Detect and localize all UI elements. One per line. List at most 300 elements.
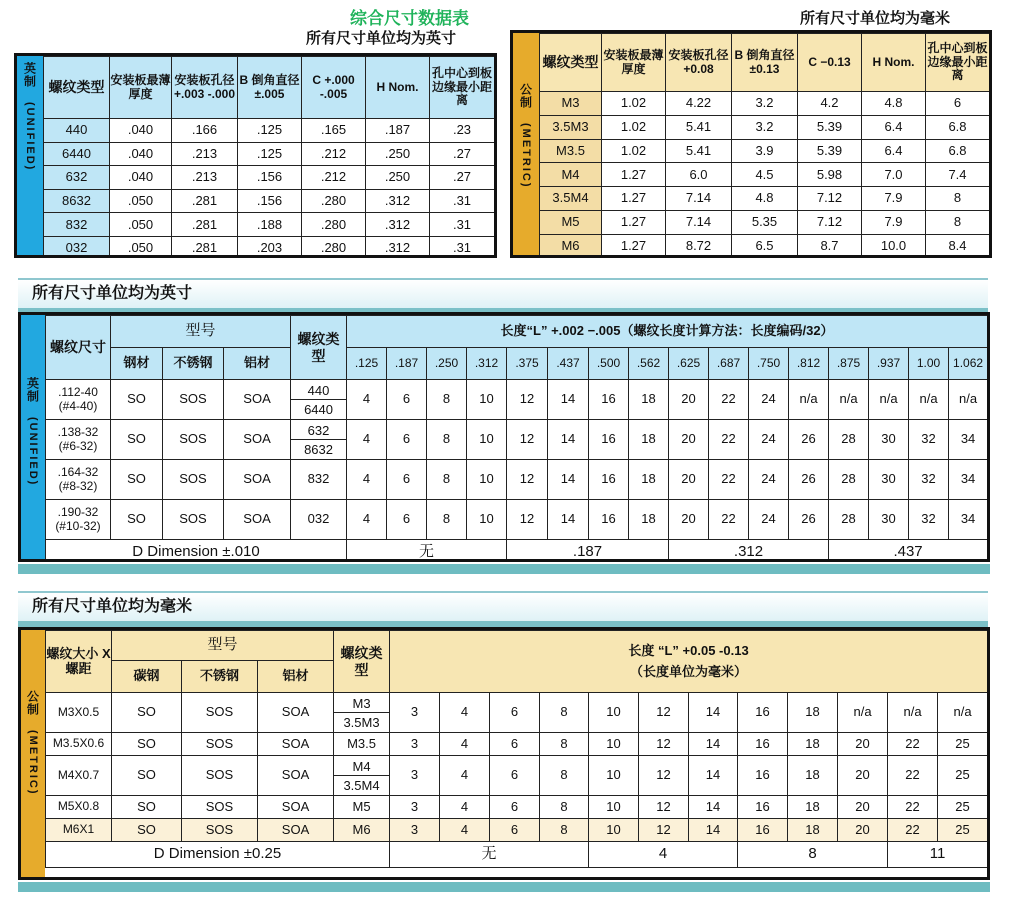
length-value-cell: 30 bbox=[869, 420, 909, 460]
size-text-alt: (#6-32) bbox=[58, 438, 98, 453]
table-cell: .281 bbox=[172, 189, 238, 213]
length-value-cell: 18 bbox=[788, 796, 838, 819]
length-value-cell: 24 bbox=[749, 460, 789, 500]
length-value-cell: 8 bbox=[540, 819, 589, 842]
inch-dimension-table bbox=[14, 53, 497, 258]
length-value-cell: 32 bbox=[909, 460, 949, 500]
d-dimension-value: .437 bbox=[829, 540, 988, 563]
d-dimension-row bbox=[46, 540, 988, 563]
header-cell: C +.000 -.005 bbox=[302, 57, 366, 119]
model-cell: SO bbox=[111, 460, 163, 500]
table-cell: 1.27 bbox=[602, 187, 666, 211]
length-value-cell: 4 bbox=[347, 380, 387, 420]
thread-type-text: M5 bbox=[352, 798, 371, 814]
table-cell: 5.39 bbox=[798, 139, 862, 163]
length-value-cell: 22 bbox=[709, 380, 749, 420]
length-value-cell: 12 bbox=[639, 756, 689, 796]
length-value-cell: 18 bbox=[629, 420, 669, 460]
table-cell: .312 bbox=[366, 213, 430, 237]
length-value-cell: 26 bbox=[789, 460, 829, 500]
page-title: 综合尺寸数据表 bbox=[350, 9, 469, 28]
length-value-cell: 6 bbox=[490, 733, 540, 756]
thread-type-cell bbox=[334, 796, 390, 819]
length-header-cell: .125 bbox=[347, 348, 387, 380]
thread-type-text: M6 bbox=[352, 821, 371, 837]
table-cell: 6.4 bbox=[862, 139, 926, 163]
length-value-cell: 16 bbox=[738, 733, 788, 756]
d-dimension-label: D Dimension ±.010 bbox=[46, 540, 347, 563]
table-cell: M6 bbox=[540, 234, 602, 258]
model-cell: SOS bbox=[163, 420, 224, 460]
length-header-cell: .812 bbox=[789, 348, 829, 380]
length-header-cell: 1.062 bbox=[949, 348, 988, 380]
model-cell: SOA bbox=[224, 380, 291, 420]
table-cell: .27 bbox=[430, 166, 495, 190]
length-value-cell: n/a bbox=[789, 380, 829, 420]
table-cell: .040 bbox=[110, 166, 172, 190]
thread-type-cell bbox=[334, 733, 390, 756]
header-cell: 螺纹尺寸 bbox=[46, 316, 111, 380]
length-value-cell: 8 bbox=[540, 796, 589, 819]
length-value-cell: 6 bbox=[490, 819, 540, 842]
table-cell: 632 bbox=[44, 166, 110, 190]
table-cell: .213 bbox=[172, 142, 238, 166]
length-value-cell: 4 bbox=[347, 460, 387, 500]
length-value-cell: 4 bbox=[440, 796, 490, 819]
model-cell: SOA bbox=[258, 796, 334, 819]
table-cell: 440 bbox=[44, 119, 110, 143]
table-cell: 6.8 bbox=[926, 139, 990, 163]
size-cell bbox=[46, 380, 111, 420]
thread-type-text: 440 bbox=[291, 381, 346, 400]
thread-type-text: 8632 bbox=[304, 441, 333, 457]
length-header-cell: .687 bbox=[709, 348, 749, 380]
thread-type-text: 6440 bbox=[304, 401, 333, 417]
size-text: .112-40 bbox=[58, 385, 98, 400]
length-value-cell: 20 bbox=[669, 460, 709, 500]
length-value-cell: 10 bbox=[467, 420, 507, 460]
table-cell: 7.12 bbox=[798, 210, 862, 234]
inch-section-banner: 所有尺寸单位均为英寸 bbox=[18, 278, 988, 308]
length-value-cell: 14 bbox=[689, 796, 738, 819]
size-text: .190-32 bbox=[57, 505, 99, 520]
length-value-cell: 14 bbox=[548, 460, 589, 500]
table-cell: 4.22 bbox=[666, 92, 732, 116]
side-label-cn: 英制 bbox=[25, 377, 40, 403]
table-subheader-row bbox=[46, 348, 988, 380]
side-label-en: (METRIC) bbox=[27, 730, 39, 796]
mm-units-note: 所有尺寸单位均为毫米 bbox=[800, 10, 951, 27]
length-value-cell: 28 bbox=[829, 460, 869, 500]
length-value-cell: 25 bbox=[938, 756, 988, 796]
length-value-cell: 6 bbox=[387, 420, 427, 460]
length-value-cell: 10 bbox=[589, 796, 639, 819]
metric-length-table bbox=[18, 627, 990, 880]
table-cell: .125 bbox=[238, 142, 302, 166]
length-value-cell: 34 bbox=[949, 460, 988, 500]
length-value-cell: 22 bbox=[888, 733, 938, 756]
model-cell: SO bbox=[111, 420, 163, 460]
size-text: .164-32 bbox=[57, 465, 99, 480]
table-cell: 5.41 bbox=[666, 139, 732, 163]
table-cell: 1.27 bbox=[602, 234, 666, 258]
table-header-row bbox=[44, 57, 495, 119]
length-value-cell: 6 bbox=[387, 460, 427, 500]
table-cell: .188 bbox=[238, 213, 302, 237]
size-text: .138-32 bbox=[57, 425, 99, 440]
header-cell: 型号 bbox=[111, 316, 291, 348]
length-header-line2: （长度单位为毫米） bbox=[630, 663, 748, 679]
length-value-cell: 20 bbox=[669, 420, 709, 460]
length-value-cell: 20 bbox=[669, 500, 709, 540]
table-cell: .166 bbox=[172, 119, 238, 143]
table-cell: 832 bbox=[44, 213, 110, 237]
length-value-cell: 25 bbox=[938, 796, 988, 819]
length-value-cell: 4 bbox=[347, 420, 387, 460]
table-cell: 7.4 bbox=[926, 163, 990, 187]
table-header-row bbox=[46, 631, 988, 661]
model-cell: SOS bbox=[163, 500, 224, 540]
table-cell: 8 bbox=[926, 187, 990, 211]
header-cell: 螺纹类型 bbox=[334, 631, 390, 693]
thread-type-text: M3.5 bbox=[347, 735, 376, 751]
table-row bbox=[44, 189, 495, 213]
header-cell: C −0.13 bbox=[798, 34, 862, 92]
thread-type-cell bbox=[334, 693, 390, 733]
length-value-cell: 32 bbox=[909, 500, 949, 540]
table-cell: .280 bbox=[302, 213, 366, 237]
table-cell: 7.14 bbox=[666, 210, 732, 234]
table-cell: .281 bbox=[172, 213, 238, 237]
table-cell: .125 bbox=[238, 119, 302, 143]
header-cell: H Nom. bbox=[862, 34, 926, 92]
size-cell: M4X0.7 bbox=[46, 756, 112, 796]
length-value-cell: 28 bbox=[829, 500, 869, 540]
length-value-cell: 30 bbox=[869, 460, 909, 500]
d-dimension-value: 11 bbox=[888, 842, 988, 868]
length-value-cell: 8 bbox=[427, 380, 467, 420]
table-cell: 8632 bbox=[44, 189, 110, 213]
length-value-cell: 16 bbox=[589, 460, 629, 500]
length-value-cell: 18 bbox=[788, 733, 838, 756]
model-cell: SOS bbox=[163, 460, 224, 500]
model-cell: SOA bbox=[258, 819, 334, 842]
length-value-cell: 22 bbox=[888, 819, 938, 842]
table-cell: .250 bbox=[366, 142, 430, 166]
model-cell: SOA bbox=[258, 733, 334, 756]
table-row bbox=[46, 380, 988, 420]
length-value-cell: 12 bbox=[639, 733, 689, 756]
thread-type-text: M4 bbox=[334, 757, 389, 776]
table-cell: .187 bbox=[366, 119, 430, 143]
length-value-cell: 10 bbox=[589, 819, 639, 842]
table-row bbox=[46, 500, 988, 540]
table-cell: 7.9 bbox=[862, 187, 926, 211]
d-dimension-value: .187 bbox=[507, 540, 669, 563]
model-cell: SO bbox=[112, 693, 182, 733]
length-value-cell: 10 bbox=[467, 460, 507, 500]
size-cell bbox=[46, 420, 111, 460]
model-cell: SOA bbox=[224, 500, 291, 540]
inch-side-bar bbox=[17, 56, 43, 255]
table-cell: .23 bbox=[430, 119, 495, 143]
model-cell: SO bbox=[112, 733, 182, 756]
length-header-cell: .500 bbox=[589, 348, 629, 380]
length-header-cell: .437 bbox=[548, 348, 589, 380]
model-cell: SO bbox=[112, 756, 182, 796]
table-row bbox=[46, 733, 988, 756]
d-dimension-value: 无 bbox=[390, 842, 589, 868]
metric-section-banner: 所有尺寸单位均为毫米 bbox=[18, 591, 988, 621]
d-dimension-row bbox=[46, 842, 988, 868]
length-value-cell: 16 bbox=[738, 756, 788, 796]
size-cell bbox=[46, 500, 111, 540]
length-value-cell: n/a bbox=[829, 380, 869, 420]
length-value-cell: 20 bbox=[838, 733, 888, 756]
header-cell: 安装板孔径 +0.08 bbox=[666, 34, 732, 92]
table-row bbox=[44, 236, 495, 258]
model-cell: SOS bbox=[182, 796, 258, 819]
length-value-cell: n/a bbox=[938, 693, 988, 733]
table-cell: 7.0 bbox=[862, 163, 926, 187]
table-cell: 6.5 bbox=[732, 234, 798, 258]
model-cell: SOS bbox=[182, 693, 258, 733]
table-row bbox=[46, 756, 988, 796]
side-label-en: (UNIFIED) bbox=[27, 417, 39, 487]
side-label-cn: 公制 bbox=[518, 83, 533, 109]
length-value-cell: 8 bbox=[540, 733, 589, 756]
size-text-alt: (#4-40) bbox=[58, 398, 98, 413]
table-row bbox=[46, 460, 988, 500]
length-value-cell: 14 bbox=[548, 500, 589, 540]
length-value-cell: 28 bbox=[829, 420, 869, 460]
length-value-cell: 20 bbox=[838, 756, 888, 796]
thread-type-cell bbox=[291, 380, 347, 420]
table-cell: .212 bbox=[302, 142, 366, 166]
length-value-cell: 16 bbox=[589, 500, 629, 540]
d-dimension-value: .312 bbox=[669, 540, 829, 563]
length-value-cell: 3 bbox=[390, 756, 440, 796]
table-cell: 5.39 bbox=[798, 115, 862, 139]
length-value-cell: 22 bbox=[888, 796, 938, 819]
header-cell: 安装板孔径 +.003 -.000 bbox=[172, 57, 238, 119]
table-cell: 3.2 bbox=[732, 115, 798, 139]
table-cell: 4.8 bbox=[732, 187, 798, 211]
length-value-cell: 14 bbox=[689, 693, 738, 733]
length-value-cell: 10 bbox=[589, 693, 639, 733]
table-row bbox=[46, 693, 988, 733]
header-cell: 安装板最薄厚度 bbox=[110, 57, 172, 119]
length-value-cell: 6 bbox=[490, 796, 540, 819]
length-value-cell: 6 bbox=[490, 693, 540, 733]
length-value-cell: 8 bbox=[427, 420, 467, 460]
length-value-cell: 34 bbox=[949, 500, 988, 540]
metric-dimension-table bbox=[510, 30, 992, 258]
length-value-cell: 22 bbox=[888, 756, 938, 796]
header-cell: 孔中心到板边缘最小距离 bbox=[926, 34, 990, 92]
length-value-cell: 18 bbox=[788, 756, 838, 796]
model-cell: SO bbox=[112, 819, 182, 842]
table-cell: 7.14 bbox=[666, 187, 732, 211]
length-value-cell: 4 bbox=[440, 819, 490, 842]
length-value-cell: 22 bbox=[709, 420, 749, 460]
table-cell: .165 bbox=[302, 119, 366, 143]
header-cell: H Nom. bbox=[366, 57, 430, 119]
table-cell: 1.02 bbox=[602, 139, 666, 163]
table-row bbox=[46, 819, 988, 842]
thread-type-text: 832 bbox=[307, 471, 330, 487]
header-cell: 碳钢 bbox=[112, 661, 182, 693]
length-value-cell: 25 bbox=[938, 819, 988, 842]
length-value-cell: 10 bbox=[589, 733, 639, 756]
length-value-cell: 8 bbox=[540, 756, 589, 796]
length-header-cell: .187 bbox=[387, 348, 427, 380]
length-value-cell: 8 bbox=[427, 460, 467, 500]
table-cell: .250 bbox=[366, 166, 430, 190]
table-cell: .040 bbox=[110, 119, 172, 143]
table-cell: .050 bbox=[110, 236, 172, 258]
length-value-cell: 12 bbox=[507, 380, 548, 420]
table-cell: 5.98 bbox=[798, 163, 862, 187]
table-row bbox=[44, 213, 495, 237]
length-header-cell: .625 bbox=[669, 348, 709, 380]
table-cell: 1.02 bbox=[602, 115, 666, 139]
length-value-cell: 18 bbox=[629, 500, 669, 540]
header-cell bbox=[390, 631, 988, 693]
d-dimension-value: 8 bbox=[738, 842, 888, 868]
thread-type-text: 3.5M3 bbox=[343, 714, 380, 730]
table-cell: 8.72 bbox=[666, 234, 732, 258]
length-value-cell: 32 bbox=[909, 420, 949, 460]
table-row bbox=[44, 142, 495, 166]
length-value-cell: 12 bbox=[507, 500, 548, 540]
table-cell: .280 bbox=[302, 236, 366, 258]
table-cell: 6 bbox=[926, 92, 990, 116]
thread-type-text: 3.5M4 bbox=[343, 777, 380, 793]
d-dimension-label: D Dimension ±0.25 bbox=[46, 842, 390, 868]
length-value-cell: 6 bbox=[490, 756, 540, 796]
header-cell: B 倒角直径 ±.005 bbox=[238, 57, 302, 119]
header-cell: 铝材 bbox=[224, 348, 291, 380]
d-dimension-value: 4 bbox=[589, 842, 738, 868]
length-value-cell: 6 bbox=[387, 380, 427, 420]
table-header-row bbox=[46, 316, 988, 348]
table-row bbox=[46, 420, 988, 460]
header-cell: B 倒角直径 ±0.13 bbox=[732, 34, 798, 92]
length-value-cell: 26 bbox=[789, 500, 829, 540]
length-value-cell: 4 bbox=[440, 756, 490, 796]
length-value-cell: 18 bbox=[629, 460, 669, 500]
thread-type-cell bbox=[291, 460, 347, 500]
header-cell: 铝材 bbox=[258, 661, 334, 693]
length-value-cell: 6 bbox=[387, 500, 427, 540]
thread-type-cell bbox=[291, 500, 347, 540]
size-text-alt: (#10-32) bbox=[55, 518, 101, 533]
header-cell: 螺纹类型 bbox=[44, 57, 110, 119]
length-value-cell: 20 bbox=[838, 796, 888, 819]
length-value-cell: n/a bbox=[909, 380, 949, 420]
length-value-cell: 4 bbox=[440, 733, 490, 756]
length-value-cell: 16 bbox=[738, 693, 788, 733]
table-cell: 1.27 bbox=[602, 163, 666, 187]
d-dimension-value: 无 bbox=[347, 540, 507, 563]
table-row bbox=[46, 796, 988, 819]
header-cell: 钢材 bbox=[111, 348, 163, 380]
table-cell: 6.4 bbox=[862, 115, 926, 139]
model-cell: SOS bbox=[182, 819, 258, 842]
header-cell: 孔中心到板边缘最小距离 bbox=[430, 57, 495, 119]
table-cell: .280 bbox=[302, 189, 366, 213]
thread-type-text: 032 bbox=[307, 511, 330, 527]
table-row bbox=[540, 139, 990, 163]
length-value-cell: 14 bbox=[689, 819, 738, 842]
length-value-cell: 4 bbox=[347, 500, 387, 540]
table-cell: 8.7 bbox=[798, 234, 862, 258]
length-value-cell: 12 bbox=[507, 420, 548, 460]
size-cell bbox=[46, 460, 111, 500]
header-cell: 螺纹类型 bbox=[291, 316, 347, 380]
model-cell: SO bbox=[112, 796, 182, 819]
table-cell: .203 bbox=[238, 236, 302, 258]
table-cell: 7.12 bbox=[798, 187, 862, 211]
table-cell: 3.5M3 bbox=[540, 115, 602, 139]
model-cell: SOS bbox=[163, 380, 224, 420]
length-value-cell: 16 bbox=[589, 420, 629, 460]
model-cell: SOS bbox=[182, 733, 258, 756]
length-value-cell: 18 bbox=[788, 693, 838, 733]
length-header-cell: .875 bbox=[829, 348, 869, 380]
table-cell: .156 bbox=[238, 166, 302, 190]
length-header-line1: 长度 “L” +0.05 -0.13 bbox=[628, 642, 749, 658]
length-value-cell: 14 bbox=[689, 756, 738, 796]
model-cell: SOA bbox=[258, 756, 334, 796]
size-text-alt: (#8-32) bbox=[58, 478, 98, 493]
table-cell: M4 bbox=[540, 163, 602, 187]
length-value-cell: 12 bbox=[639, 819, 689, 842]
header-cell: 螺纹大小 X 螺距 bbox=[46, 631, 112, 693]
side-label-en: (METRIC) bbox=[520, 123, 532, 189]
length-value-cell: 12 bbox=[639, 693, 689, 733]
table-cell: 4.5 bbox=[732, 163, 798, 187]
length-value-cell: 8 bbox=[540, 693, 589, 733]
thread-type-text: 632 bbox=[291, 421, 346, 440]
table-cell: 4.2 bbox=[798, 92, 862, 116]
length-value-cell: 20 bbox=[669, 380, 709, 420]
table-cell: .27 bbox=[430, 142, 495, 166]
length-header-cell: .562 bbox=[629, 348, 669, 380]
thread-type-text: M3 bbox=[334, 694, 389, 713]
table-cell: 032 bbox=[44, 236, 110, 258]
header-cell: 型号 bbox=[112, 631, 334, 661]
table-cell: .312 bbox=[366, 236, 430, 258]
table-cell: 3.5M4 bbox=[540, 187, 602, 211]
length-value-cell: 22 bbox=[709, 460, 749, 500]
table-cell: 6440 bbox=[44, 142, 110, 166]
table-cell: .31 bbox=[430, 189, 495, 213]
size-cell: M5X0.8 bbox=[46, 796, 112, 819]
table-cell: .050 bbox=[110, 189, 172, 213]
model-cell: SOA bbox=[224, 460, 291, 500]
length-value-cell: n/a bbox=[888, 693, 938, 733]
length-value-cell: 12 bbox=[639, 796, 689, 819]
length-value-cell: 25 bbox=[938, 733, 988, 756]
length-header-cell: .312 bbox=[467, 348, 507, 380]
length-value-cell: 10 bbox=[467, 380, 507, 420]
table-cell: .31 bbox=[430, 213, 495, 237]
table-cell: 1.02 bbox=[602, 92, 666, 116]
length-value-cell: 12 bbox=[507, 460, 548, 500]
table-cell: M5 bbox=[540, 210, 602, 234]
